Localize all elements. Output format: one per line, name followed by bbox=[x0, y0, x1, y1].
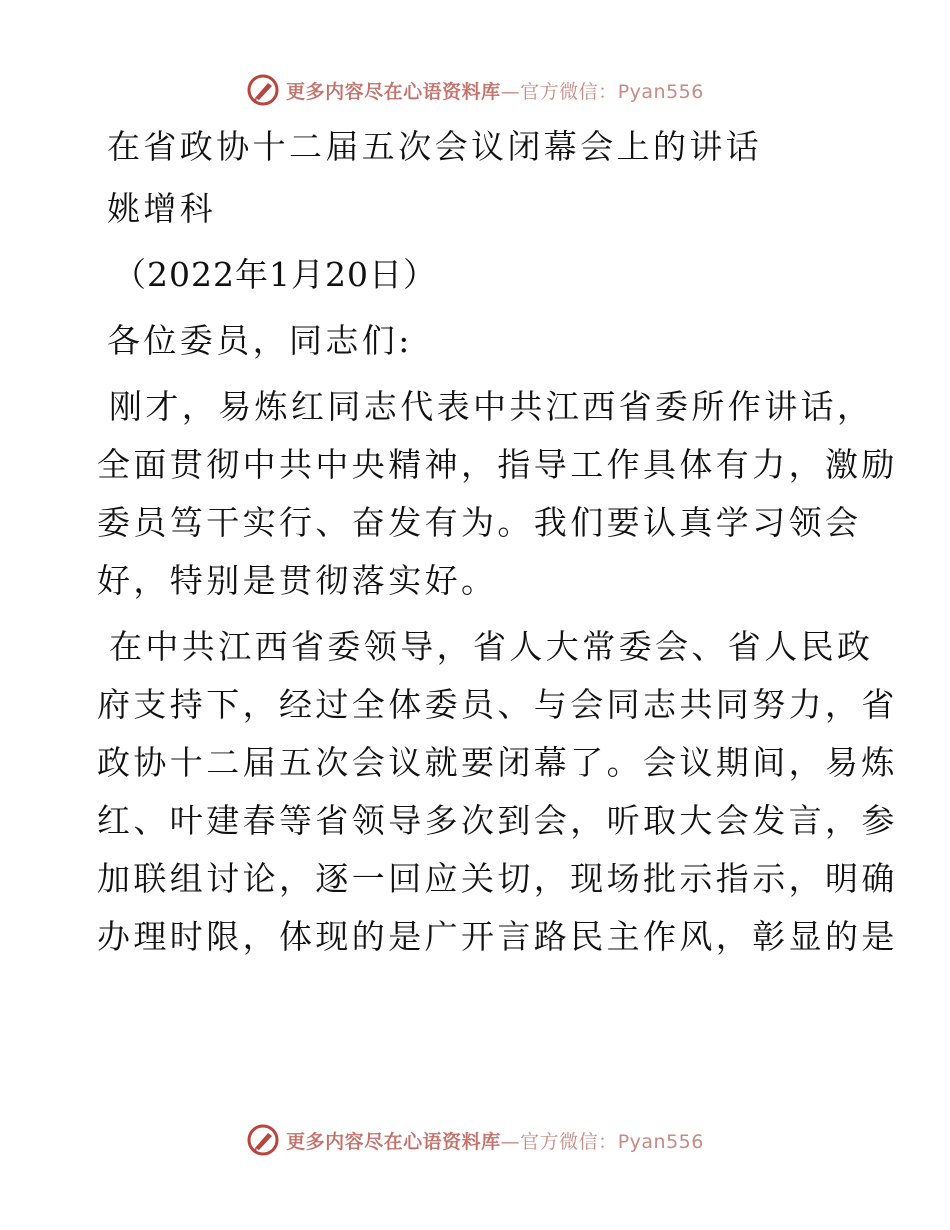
watermark-separator: — bbox=[500, 80, 521, 103]
watermark-separator: — bbox=[500, 1130, 521, 1153]
footer-watermark bbox=[0, 1120, 950, 1160]
paragraph-line: 刚才，易炼红同志代表中共江西省委所作讲话， bbox=[109, 387, 874, 426]
paragraph-line: 全面贯彻中共中央精神，指导工作具体有力，激励 bbox=[97, 445, 898, 484]
watermark-brand: 更多内容尽在心语资料库 bbox=[286, 80, 501, 103]
paragraph-line: 府支持下，经过全体委员、与会同志共同努力，省 bbox=[97, 685, 898, 724]
watermark-label: 官方微信： bbox=[520, 80, 618, 103]
watermark-account: Pyan556 bbox=[617, 1130, 704, 1153]
watermark-text bbox=[286, 1127, 704, 1154]
paragraph-2 bbox=[97, 618, 898, 966]
header-watermark bbox=[0, 70, 950, 110]
paragraph-line: 办理时限，体现的是广开言路民主作风，彰显的是 bbox=[97, 917, 898, 956]
watermark-brand: 更多内容尽在心语资料库 bbox=[286, 1130, 501, 1153]
document-body bbox=[97, 118, 898, 966]
watermark-label: 官方微信： bbox=[520, 1130, 618, 1153]
paragraph-line: 加联组讨论，逐一回应关切，现场批示指示，明确 bbox=[97, 859, 898, 898]
document-salutation: 各位委员，同志们: bbox=[107, 321, 413, 360]
paragraph-line: 好，特别是贯彻落实好。 bbox=[97, 561, 498, 600]
paragraph-line: 委员笃干实行、奋发有为。我们要认真学习领会 bbox=[97, 503, 862, 542]
pen-logo-icon bbox=[246, 73, 280, 107]
watermark-account: Pyan556 bbox=[617, 80, 704, 103]
paragraph-1 bbox=[97, 378, 898, 610]
document-date: （2022年1月20日） bbox=[113, 255, 437, 294]
paragraph-line: 在中共江西省委领导，省人大常委会、省人民政 bbox=[109, 627, 874, 666]
paragraph-line: 政协十二届五次会议就要闭幕了。会议期间，易炼 bbox=[97, 743, 898, 782]
document-title: 在省政协十二届五次会议闭幕会上的讲话 bbox=[107, 127, 763, 166]
paragraph-line: 红、叶建春等省领导多次到会，听取大会发言，参 bbox=[97, 801, 898, 840]
watermark-text bbox=[286, 77, 704, 104]
document-author: 姚增科 bbox=[107, 189, 217, 228]
pen-logo-icon bbox=[246, 1123, 280, 1157]
